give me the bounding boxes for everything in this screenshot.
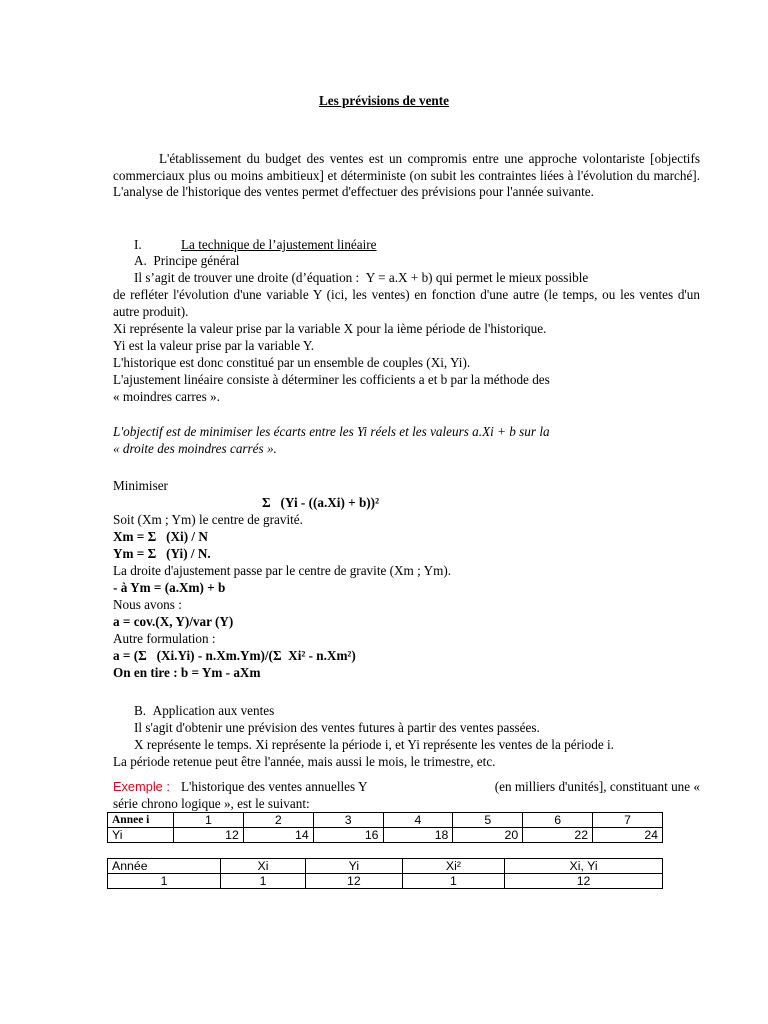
table-header-cell: Yi [305,859,402,874]
sales-history-table [107,812,663,843]
formula-ym: Ym = Σ (Yi) / N. [113,546,211,561]
table-cell: 18 [383,828,453,843]
minimiser-label: Minimiser [113,478,168,493]
paragraph-p7: « moindres carres ». [113,389,220,404]
table-header-cell: 2 [243,813,313,828]
table-header-cell: Xi² [402,859,504,874]
formula-a-cov: a = cov.(X, Y)/var (Y) [113,614,234,629]
autre-formulation-text: Autre formulation : [113,631,216,646]
centre-text: Soit (Xm ; Ym) le centre de gravité. [113,512,303,527]
table-cell: Yi [108,828,174,843]
table-header-cell: 7 [593,813,663,828]
exemple-label: Exemple : [113,779,170,794]
droite-text: La droite d'ajustement passe par le centre de gravite (Xm ; Ym). [113,563,452,578]
table-header-cell: Xi [221,859,306,874]
exemple-text-part2: (en milliers d'unités], constituant une « [494,779,700,794]
table-row [108,828,663,843]
paragraph-p4: Yi est la valeur prise par la variable Y. [113,338,315,353]
formula-xm: Xm = Σ (Xi) / N [113,529,208,544]
table-header-cell: 5 [453,813,523,828]
table-header-cell: 1 [174,813,244,828]
table-cell: 12 [505,874,663,889]
table-cell: 24 [593,828,663,843]
section1-title: La technique de l’ajustement linéaire [181,237,377,252]
objective-line1: L'objectif est de minimiser les écarts entre les Yi réels et les valeurs a.Xi + b sur la [113,424,550,439]
table-cell: 12 [174,828,244,843]
nous-avons-text: Nous avons : [113,597,182,612]
paragraph-p1: Il s’agit de trouver une droite (d’équation : Y = a.X + b) qui permet le mieux possible [134,270,589,285]
table-header-cell: 3 [313,813,383,828]
paragraph-b3: La période retenue peut être l'année, mais aussi le mois, le trimestre, etc. [113,754,496,769]
table-header-cell: Annee i [108,813,174,828]
table-row [108,874,663,889]
formula-sum: Σ (Yi - ((a.Xi) + b))² [262,495,380,510]
table-cell: 1 [221,874,306,889]
paragraph-p5: L'historique est donc constitué par un ensemble de couples (Xi, Yi). [113,355,471,370]
table-cell: 20 [453,828,523,843]
exemple-text-part3: série chrono logique », est le suivant: [113,796,310,811]
intro-paragraph: L'établissement du budget des ventes est un compromis entre une approche volontariste [objectifs commerciaux plus ou moins ambitieux] et déterministe (on subit les contraintes liées à l'évolution du marché]. L'analyse de l'historique des ventes permet d'effectuer des prévisions pour l'année suivante. [113,151,700,199]
paragraph-b2: X représente le temps. Xi représente la période i, et Yi représente les ventes de la période i. [134,737,614,752]
exemple-text-part1: L'historique des ventes annuelles Y [181,779,368,794]
paragraph-b1: Il s'agit d'obtenir une prévision des ventes futures à partir des ventes passées. [134,720,540,735]
computation-table [107,858,663,889]
table-cell: 14 [243,828,313,843]
table-cell: 16 [313,828,383,843]
section1-number: I. [134,237,142,252]
paragraph-p3: Xi représente la valeur prise par la variable X pour la ième période de l'historique. [113,321,547,336]
table-header-cell: 4 [383,813,453,828]
table-cell: 1 [402,874,504,889]
table-cell: 1 [108,874,221,889]
paragraph-p6: L'ajustement linéaire consiste à déterminer les cofficients a et b par la méthode des [113,372,550,387]
formula-ym-eq: - à Ym = (a.Xm) + b [113,580,226,595]
formula-b: On en tire : b = Ym - aXm [113,665,261,680]
table-cell: 22 [523,828,593,843]
table-header-cell: 6 [523,813,593,828]
objective-line2: « droite des moindres carrés ». [113,441,277,456]
subsection-b-title: B. Application aux ventes [134,703,275,718]
table-cell: 12 [305,874,402,889]
table-row [108,859,663,874]
table-row [108,813,663,828]
paragraph-p2: de refléter l'évolution d'une variable Y (ici, les ventes) en fonction d'une autre (le temps, ou les ventes d'un autre produit). [113,287,700,319]
table-header-cell: Xi, Yi [505,859,663,874]
table-header-cell: Année [108,859,221,874]
formula-a-alt: a = (Σ (Xi.Yi) - n.Xm.Ym)/(Σ Xi² - n.Xm²) [113,648,356,663]
page-title: Les prévisions de vente [318,93,450,108]
subsection-a-title: A. Principe général [134,253,240,268]
